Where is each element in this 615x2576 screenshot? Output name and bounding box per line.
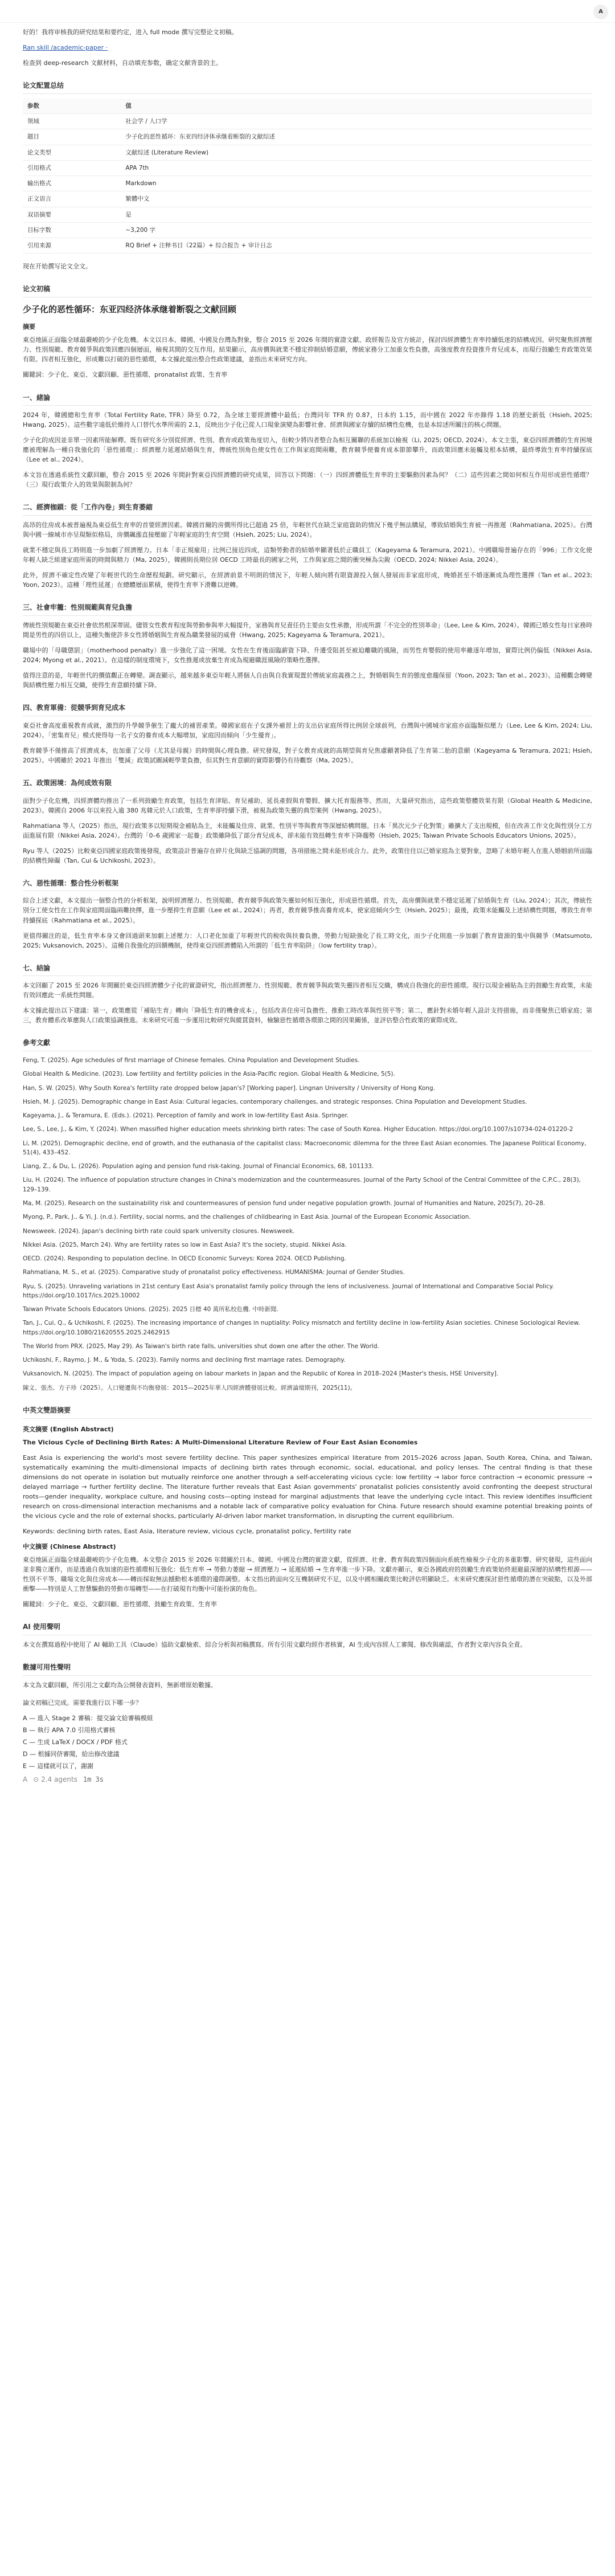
user-avatar[interactable]: A	[593, 5, 608, 19]
reference-item: OECD. (2024). Responding to population decline. In OECD Economic Surveys: Korea 2024. OECD Publishing.	[23, 1255, 346, 1263]
section-4-p2: 教育競爭不僅推高了經濟成本，也加重了父母（尤其是母親）的時間與心理負擔。研究發現，對子女教育成就的高期望與育兒焦慮顯著降低了生育第二胎的意願（Kageyama & Teramura, 2021; Hsieh, 2025）。中國雖於 2021 年推出「雙減」政策試圖減輕學業負擔，但其對生育意願的實際影響仍有待觀察（Ma, 2025）。	[23, 746, 592, 764]
reference-item: Ma, M. (2025). Research on the sustainability risk and countermeasures of pension fund under negative population growth. Journal of Humanities and Nature, 2025(7), 20–28.	[23, 1199, 546, 1207]
param-key: 引用格式	[23, 160, 121, 175]
param-value: RQ Brief + 注释书目（22篇）+ 综合报告 + 审计日志	[121, 238, 592, 254]
params-row	[23, 145, 592, 160]
reference-item: Global Health & Medicine. (2023). Low fertility and fertility policies in the Asia-Pacific region. Global Health & Medicine, 5(5).	[23, 1071, 395, 1078]
abstract-text: 東亞地區正面臨全球最嚴峻的少子化危機。本文以日本、韓國、中國及台灣為對象，整合 2015 至 2026 年間的實證文獻、政經報告及官方統計，探討四經濟體生育率持續低迷的結構成因。研究聚焦經濟壓力、性別規範、教育競爭與政策回應四個層面，檢視其間的交互作用。結果顯示，高房價與就業不穩定抑制結婚意願，傳統家務分工加重女性負擔，高強度教育投資推升育兒成本，而現行鼓勵生育政策效果有限。四者相互強化，形成難以打破的惡性循環，本文據此提出整合性政策建議，並指出未來研究方向。	[23, 336, 592, 364]
english-abstract: East Asia is experiencing the world's most severe fertility decline. This paper synthesizes empirical literature from 2015–2026 across Japan, South Korea, China, and Taiwan, systematically examining the multi-dimensional impacts of declining birth rates through economic, social, educational, and policy lenses. The central finding is that these dimensions do not operate in isolation but mutually reinforce one another through a self-accelerating vicious cycle: low fertility → labor force contraction → economic pressure → delayed marriage → further fertility decline. The literature further reveals that East Asian governments' pronatalist policies consistently avoid confronting the deepest structural roots—gender inequality, workplace culture, and housing costs—opting instead for marginal adjustments that leave the underlying cycle intact. This review identifies insufficient research on cross-dimensional interaction mechanisms and a notable lack of comparative policy evaluation for China. Future research should examine potential breaking points of the vicious cycle and the role of external shocks, particularly AI-driven labor market transformation, in disrupting the current equilibrium.	[23, 1454, 592, 1520]
params-header-key: 参数	[23, 99, 121, 114]
section-2-heading: 二、經濟枷鎖：從「工作內卷」到生育萎縮	[23, 502, 592, 516]
section-3-p1: 傳統性別規範在東亞社會依然根深蒂固。儘管女性教育程度與勞動參與率大幅提升，家務與育兒責任仍主要由女性承擔，形成所謂「不完全的性別革命」（Lee, Lee & Kim, 2024）。韓國已婚女性每日家務時間是男性的四倍以上，這種失衡使許多女性將婚姻與生育視為職業發展的威脅（Hwang, 2025; Kageyama & Teramura, 2021）。	[23, 621, 592, 639]
param-value: 社会学 / 人口学	[121, 114, 592, 129]
reference-item: Rahmatiana, M. S., et al. (2025). Comparative study of pronatalist policy effectiveness. HUMANISMA: Journal of Gender Studies.	[23, 1269, 405, 1276]
reference-item: Vuksanovich, N. (2025). The impact of population ageing on labour markets in Japan and the Republic of Korea in 2018–2024 [Master's thesis, HSE University].	[23, 1370, 499, 1378]
draft-label: 论文初稿	[23, 284, 592, 297]
chinese-abstract: 東亞地區正面臨全球最嚴峻的少子化危機。本文整合 2015 至 2026 年間關於日本、韓國、中國及台灣的實證文獻，從經濟、社會、教育與政策四個面向系統性檢視少子化的多重影響。研究發現，這些面向並非獨立運作，而是透過自我加速的惡性循環相互強化：低生育率 → 勞動力萎縮 → 經濟壓力 → 延遲結婚 → 生育率進一步下降。文獻亦顯示，東亞各國政府的鼓勵生育政策始終迴避最深層的結構性根源——性別不平等、職場文化與住房成本——轉而採取無法撼動根本循環的邊際調整。本文指出跨面向交互機制研究不足，以及中國相關政策比較評估明顯缺乏。未來研究應探討惡性循環的潛在突破點，以及外部衝擊——特別是人工智慧驅動的勞動市場轉型——在打破現有均衡中可能扮演的角色。	[23, 1556, 592, 1593]
intro-line: 好的！我将审核我的研究结果和要约定，进入 full mode 撰写完整论文初稿。	[23, 28, 238, 36]
params-table	[23, 99, 592, 254]
param-value: 少子化的恶性循环：东亚四经济体承继着断裂的文献综述	[121, 129, 592, 145]
param-key: 正文语言	[23, 191, 121, 207]
param-value: APA 7th	[121, 160, 592, 175]
params-header-value: 值	[121, 99, 592, 114]
paper-title: 少子化的恶性循环：东亚四经济体承继着断裂之文献回顾	[23, 304, 237, 315]
section-3-p2: 職場中的「母職懲罰」（motherhood penalty）進一步強化了這一困境。女性在生育後面臨薪資下降、升遷受阻甚至被迫離職的風險，而男性育嬰假的使用率雖逐年增加，實際比例仍偏低（Nikkei Asia, 2024; Myong et al., 2021）。在這樣的制度環境下，女性推遲或放棄生育成為規避職涯風險的策略性選擇。	[23, 647, 592, 664]
references-list	[23, 1056, 592, 1393]
param-key: 论文类型	[23, 145, 121, 160]
section-4-p1: 東亞社會高度重視教育成就，激烈的升學競爭催生了龐大的補習產業。韓國家庭在子女課外補習上的支出佔家庭所得比例居全球前列，台灣與中國城市家庭亦面臨類似壓力（Lee, Lee & Kim, 2024; Liu, 2024）。「密集育兒」模式使得每一名子女的養育成本大幅增加，家庭因而傾向「少生優育」。	[23, 721, 592, 739]
message-actions	[23, 1774, 592, 1785]
reference-item: Uchikoshi, F., Raymo, J. M., & Yoda, S. (2023). Family norms and declining first marriage rates. Demography.	[23, 1357, 346, 1364]
param-value: ~3,200 字	[121, 222, 592, 238]
option-item[interactable]: E — 這樣就可以了，謝謝	[23, 1762, 93, 1770]
reference-item: Kageyama, J., & Teramura, E. (Eds.). (2021). Perception of family and work in low-fertility East Asia. Springer.	[23, 1112, 349, 1120]
params-row	[23, 114, 592, 129]
section-1-p3: 本文旨在透過系統性文獻回顧，整合 2015 至 2026 年間針對東亞四經濟體的研究成果，回答以下問題：（一）四經濟體低生育率的主要驅動因素為何？（二）這些因素之間如何相互作用形成惡性循環？（三）現行政策介入的效果與限制為何？	[23, 471, 592, 489]
section-7-p1: 本文回顧了 2015 至 2026 年間關於東亞四經濟體少子化的實證研究，指出經濟壓力、性別規範、教育競爭與政策失靈四者相互交織，構成自我強化的惡性循環。現行以現金補貼為主的鼓勵生育政策，未能有效回應此一系統性問題。	[23, 982, 592, 999]
bilingual-heading: 中英文雙語摘要	[23, 1405, 592, 1419]
conversation	[23, 27, 592, 1807]
chinese-keywords: 關鍵詞：少子化、東亞、文獻回顧、惡性循環、鼓勵生育政策、生育率	[23, 1601, 217, 1609]
option-item[interactable]: B — 執行 APA 7.0 引用格式審核	[23, 1726, 116, 1734]
param-key: 输出格式	[23, 176, 121, 191]
reference-item: Taiwan Private Schools Educators Unions. (2025). 2025 目標 40 萬所私校危機. 中時新聞.	[23, 1306, 278, 1313]
ai-disclosure-heading: AI 使用聲明	[23, 1622, 592, 1635]
abstract-heading: 摘要	[23, 323, 35, 331]
skill-line	[23, 43, 592, 52]
keywords-line: 關鍵詞：少子化、東亞、文獻回顧、惡性循環、pronatalist 政策、生育率	[23, 371, 228, 379]
params-row	[23, 160, 592, 175]
section-1-heading: 一、緒論	[23, 393, 592, 406]
section-1-p1: 2024 年，韓國總和生育率（Total Fertility Rate, TFR）降至 0.72，為全球主要經濟體中最低；台灣同年 TFR 約 0.87，日本約 1.15，而中國在 2022 年亦錄得 1.18 的歷史新低（Hsieh, 2025; Hwang, 2025）。這些數字遠低於維持人口替代水準所需的 2.1，反映出少子化已從人口現象演變為影響社會、經濟與國家存續的結構性危機，也是本綜述所關注的核心問題。	[23, 411, 592, 429]
section-3-p3: 值得注意的是，年輕世代的價值觀正在轉變。調查顯示，越來越多東亞年輕人將個人自由與自我實現置於傳統家庭義務之上，對婚姻與生育的態度愈趨保留（Yoon, 2023; Tan et al., 2023）。這種觀念轉變與結構性壓力相互交織，使得生育意願持續下降。	[23, 672, 592, 689]
param-value: 文献综述 (Literature Review)	[121, 145, 592, 160]
followup-question: 論文初稿已完成。需要我進行以下哪一步？	[23, 1699, 142, 1707]
reference-item: Feng, T. (2025). Age schedules of first marriage of Chinese females. China Population and Development Studies.	[23, 1057, 360, 1064]
section-6-p1: 綜合上述文獻，本文提出一個整合性的分析框架，說明經濟壓力、性別規範、教育競爭與政策失靈如何相互強化，形成惡性循環。首先，高房價與就業不穩定延遲了結婚與生育（Liu, 2024）；其次，傳統性別分工使女性在工作與家庭間面臨兩難抉擇，進一步壓抑生育意願（Lee et al., 2024）；再者，教育競爭推高養育成本，使家庭傾向少生（Hsieh, 2025）；最後，政策未能觸及上述結構性問題，導致生育率持續探底（Rahmatiana et al., 2025）。	[23, 897, 592, 924]
data-availability-text: 本文為文獻回顧，所引用之文獻均為公開發表資料，無新增原始數據。	[23, 1681, 217, 1689]
reference-item: Li, M. (2025). Demographic decline, end of growth, and the euthanasia of the capitalist class: Macroeconomic dilemma for the three East Asian economies. The Japanese Political Economy, 51(4), 433–452.	[23, 1140, 587, 1156]
param-key: 引用来源	[23, 238, 121, 254]
params-row	[23, 222, 592, 238]
top-bar	[0, 0, 615, 23]
params-row	[23, 129, 592, 145]
section-5-p1: 面對少子化危機，四經濟體均推出了一系列鼓勵生育政策，包括生育津貼、育兒補助、延長產假與育嬰假、擴大托育服務等。然而，大量研究指出，這些政策整體效果有限（Global Health & Medicine, 2023）。韓國自 2006 年以來投入逾 380 兆韓元於人口政策，生育率卻持續下滑，被視為政策失靈的典型案例（Hwang, 2025）。	[23, 797, 592, 814]
params-row	[23, 176, 592, 191]
reference-item: Myong, P., Park, J., & Yi, J. (n.d.). Fertility, social norms, and the challenges of childbearing in East Asia. Journal of the European Economic Association.	[23, 1214, 471, 1221]
reference-item: Liu, H. (2024). The influence of population structure changes in China's modernization and the countermeasures. Journal of the Party School of the Central Committee of the C.P.C., 28(3), 129–139.	[23, 1177, 581, 1193]
param-key: 题目	[23, 129, 121, 145]
section-3-heading: 三、社會牢籠：性別規範與育兒負擔	[23, 602, 592, 616]
english-title: The Vicious Cycle of Declining Birth Rates: A Multi-Dimensional Literature Review of Four East Asian Economies	[23, 1438, 418, 1446]
reference-item: Lee, S., Lee, J., & Kim, Y. (2024). When massified higher education meets shrinking birth rates: The case of South Korea. Higher Education. https://doi.org/10.1007/s10734-024-01220-2	[23, 1126, 573, 1133]
elapsed-time: 1m 3s	[83, 1775, 104, 1783]
section-6-heading: 六、惡性循環：整合性分析框架	[23, 878, 592, 892]
data-availability-heading: 數據可用性聲明	[23, 1662, 592, 1676]
params-row	[23, 238, 592, 254]
params-row	[23, 191, 592, 207]
section-1-p2: 少子化的成因並非單一因素所能解釋。既有研究多分別從經濟、性別、教育或政策角度切入，但較少將四者整合為相互關聯的系統加以檢視（Li, 2025; OECD, 2024）。本文主張，東亞四經濟體的生育困境應被理解為一種自我強化的「惡性循環」：經濟壓力延遲結婚與生育，傳統性別角色使女性在工作與家庭間兩難，教育競爭使養育成本節節攀升，而政策回應未能觸及根本結構，最終導致生育率持續探底（Lee et al., 2024）。	[23, 436, 592, 464]
param-key: 目标字数	[23, 222, 121, 238]
reference-item: Ryu, S. (2025). Unraveling variations in 21st century East Asia's pronatalist family policy through the lens of inclusiveness. Journal of International and Comparative Social Policy. https://doi.org/10.1017/ics.2025.10002	[23, 1283, 554, 1299]
reference-item: Newsweek. (2024). Japan's declining birth rate could spark university closures. Newsweek.	[23, 1227, 295, 1235]
reference-item: 陳文、張杰、方子珍（2025）。人口變遷與不均衡發展：2015—2025年華人四經濟體發展比較。經濟論壇期刊，2025(11)。	[23, 1384, 356, 1391]
options-list	[23, 1713, 592, 1771]
reference-item: The World from PRX. (2025, May 29). As Taiwan's birth rate falls, universities shut down one after the other. The World.	[23, 1342, 379, 1350]
references-heading: 參考文獻	[23, 1038, 592, 1051]
avatar-mini-icon: A	[23, 1775, 28, 1783]
section-5-heading: 五、政策困境：為何成效有限	[23, 778, 592, 791]
intro-line-2: 检查到 deep-research 文献材料，自动填充参数，确定文献背景的主。	[23, 59, 223, 67]
ai-disclosure-text: 本文在撰寫過程中使用了 AI 輔助工具（Claude）協助文獻檢索、綜合分析與初稿撰寫。所有引用文獻均經作者核實，AI 生成內容經人工審閱、修改與確認，作者對文章內容負全責。	[23, 1640, 527, 1648]
section-2-p1: 高昂的住房成本被普遍視為東亞低生育率的首要經濟因素。韓國首爾的房價所得比已超過 25 倍，年輕世代在缺乏家庭資助的情況下幾乎無法購屋，導致結婚與生育被一再推遲（Rahmatiana, 2025）。台灣與中國一線城市亦呈現類似格局，房價飆漲直接壓縮了年輕家庭的生育空間（Hsieh, 2025; Liu, 2024）。	[23, 521, 592, 539]
skill-link[interactable]: Ran skill /academic-paper ·	[23, 44, 108, 52]
section-2-p3: 此外，經濟不確定性改變了年輕世代的生命歷程規劃。研究顯示，在經濟前景不明朗的情況下，年輕人傾向將有限資源投入個人發展而非家庭形成，晚婚甚至不婚逐漸成為理性選擇（Tan et al., 2023; Yoon, 2023）。這種「理性延遲」在總體層面累積，使得生育率下滑難以逆轉。	[23, 571, 592, 589]
param-key: 双语摘要	[23, 207, 121, 222]
reference-item: Liang, Z., & Du, L. (2026). Population aging and pension fund risk-taking. Journal of Financial Economics, 68, 101133.	[23, 1163, 374, 1170]
english-keywords: Keywords: declining birth rates, East Asia, literature review, vicious cycle, pronatalist policy, fertility rate	[23, 1527, 351, 1535]
section-7-p2: 本文據此提出以下建議：第一，政策應從「補貼生育」轉向「降低生育的機會成本」，包括改善住房可負擔性、推動工時改革與性別平等；第二，應針對未婚年輕人設計支持措施，而非僅聚焦已婚家庭；第三，教育體系改革應與人口政策協調推進。未來研究可進一步運用比較研究與縱貫資料，檢驗惡性循環各環節之間的因果關係，並評估整合性政策的實際成效。	[23, 1007, 592, 1024]
reference-item: Tan, J., Cui, Q., & Uchikoshi, F. (2025). The increasing importance of changes in nuptiality: Policy mismatch and fertility decline in low-fertility Asian societies. Chinese Sociological Review. https://doi.org/10.1080/21620555.2025.2462915	[23, 1320, 580, 1336]
option-item[interactable]: C — 生成 LaTeX / DOCX / PDF 格式	[23, 1738, 128, 1746]
section-5-p3: Ryu 等人（2025）比較東亞四國家庭政策後發現，政策設計普遍存在碎片化與缺乏協調的問題，各項措施之間未能形成合力。此外，政策往往以已婚家庭為主要對象，忽略了未婚年輕人在進入婚姻前所面臨的結構性障礙（Tan, Cui & Uchikoshi, 2023）。	[23, 847, 592, 864]
param-value: 繁體中文	[121, 191, 592, 207]
params-body	[23, 114, 592, 254]
reference-item: Han, S. W. (2025). Why South Korea's fertility rate dropped below Japan's? [Working paper]. Lingnan University / University of Hong Kong.	[23, 1084, 436, 1092]
params-row	[23, 207, 592, 222]
option-item[interactable]: D — 根據同侪審閱，給出修改建議	[23, 1750, 120, 1758]
reference-item: Hsieh, M. J. (2025). Demographic change in East Asia: Cultural legacies, contemporary challenges, and strategic responses. China Population and Development Studies.	[23, 1098, 527, 1105]
param-key: 领域	[23, 114, 121, 129]
param-value: Markdown	[121, 176, 592, 191]
section-6-p2: 更值得關注的是，低生育率本身又會回過頭來加劇上述壓力：人口老化加重了年輕世代的稅收與扶養負擔，勞動力短缺強化了長工時文化，而少子化則進一步加劇了教育資源的集中與競爭（Matsumoto, 2025; Vuksanovich, 2025）。這種自我強化的回饋機制，使得東亞四經濟體陷入所謂的「低生育率陷阱」（low fertility trap）。	[23, 932, 592, 949]
section-7-heading: 七、結論	[23, 963, 592, 977]
status-line: 现在开始撰写论文全文。	[23, 263, 92, 271]
chinese-abstract-label: 中文摘要 (Chinese Abstract)	[23, 1543, 116, 1551]
section-2-p2: 就業不穩定與長工時則進一步加劇了經濟壓力。日本「非正規雇用」比例已接近四成，這類勞動者的結婚率顯著低於正職員工（Kageyama & Teramura, 2021）。中國職場普遍存在的「996」工作文化使年輕人缺乏組建家庭所需的時間與精力（Ma, 2025），韓國則長期位居 OECD 工時最長的國家之列，工作與家庭之間的衝突極為尖銳（OECD, 2024; Nikkei Asia, 2024）。	[23, 546, 592, 564]
param-value: 是	[121, 207, 592, 222]
option-item[interactable]: A — 進入 Stage 2 審稿：提交論文給審稿模組	[23, 1714, 153, 1722]
reference-item: Nikkei Asia. (2025, March 24). Why are fertility rates so low in East Asia? It's the society, stupid. Nikkei Asia.	[23, 1241, 347, 1248]
agents-meta: ⊙ 2.4 agents	[33, 1775, 77, 1783]
section-5-p2: Rahmatiana 等人（2025）指出，現行政策多以短期現金補貼為主，未能觸及住房、就業、性別平等與教育等深層結構問題。日本「異次元少子化對策」雖擴大了支出規模，但在改善工作文化與性別分工方面進展有限（Nikkei Asia, 2024）。台灣的「0–6 歲國家一起養」政策雖降低了部分育兒成本，卻未能有效扭轉生育率下降趨勢（Hsieh, 2025; Taiwan Private Schools Educators Unions, 2025）。	[23, 822, 592, 839]
params-heading: 论文配置总结	[23, 80, 592, 94]
section-4-heading: 四、教育軍備：從競爭到育兒成本	[23, 703, 592, 716]
english-abstract-label: 英文摘要 (English Abstract)	[23, 1425, 114, 1433]
